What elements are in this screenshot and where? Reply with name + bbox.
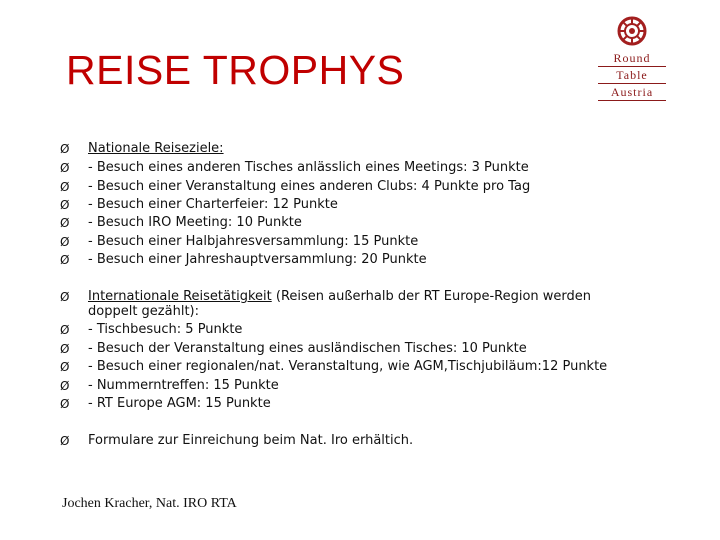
round-table-logo <box>598 16 666 116</box>
arrow-bullet-icon: Ø <box>60 235 70 249</box>
list-item-text: - Besuch der Veranstaltung eines ausländischen Tisches: 10 Punkte <box>88 341 527 356</box>
heading-underlined: Internationale Reisetätigkeit <box>88 289 272 304</box>
list-item-text: - Besuch einer regionalen/nat. Veranstaltung, wie AGM,Tischjubiläum:12 Punkte <box>88 359 608 374</box>
logo-word-table: Table <box>598 67 666 84</box>
arrow-bullet-icon: Ø <box>60 434 70 448</box>
list-item-text: - Besuch IRO Meeting: 10 Punkte <box>88 215 302 230</box>
list-item-text: - Besuch einer Veranstaltung eines anderen Clubs: 4 Punkte pro Tag <box>88 179 531 194</box>
arrow-bullet-icon: Ø <box>60 161 70 175</box>
heading-rest: (Reisen außerhalb der RT Europe-Region werden <box>271 289 592 304</box>
section-heading-national: Nationale Reiseziele: <box>88 141 224 156</box>
arrow-bullet-icon: Ø <box>60 180 70 194</box>
wheel-icon <box>617 16 647 46</box>
list-item-text: - Besuch einer Charterfeier: 12 Punkte <box>88 197 338 212</box>
logo-word-round: Round <box>598 50 666 67</box>
list-item-text: - Nummerntreffen: 15 Punkte <box>88 378 279 393</box>
footer-author: Jochen Kracher, Nat. IRO RTA <box>62 496 237 511</box>
arrow-bullet-icon: Ø <box>60 290 70 304</box>
arrow-bullet-icon: Ø <box>60 397 70 411</box>
list-item-text: - Besuch einer Halbjahresversammlung: 15 Punkte <box>88 234 419 249</box>
arrow-bullet-icon: Ø <box>60 323 70 337</box>
list-item-text: - Tischbesuch: 5 Punkte <box>88 322 243 337</box>
arrow-bullet-icon: Ø <box>60 253 70 267</box>
list-item-text: - RT Europe AGM: 15 Punkte <box>88 396 271 411</box>
arrow-bullet-icon: Ø <box>60 142 70 156</box>
heading-continuation: doppelt gezählt): <box>88 304 199 319</box>
forms-note: Formulare zur Einreichung beim Nat. Iro erhältich. <box>88 433 414 448</box>
arrow-bullet-icon: Ø <box>60 198 70 212</box>
list-item-text: - Besuch eines anderen Tisches anlässlich eines Meetings: 3 Punkte <box>88 160 529 175</box>
arrow-bullet-icon: Ø <box>60 360 70 374</box>
slide-title: REISE TROPHYS <box>66 47 405 93</box>
arrow-bullet-icon: Ø <box>60 342 70 356</box>
logo-word-austria: Austria <box>598 84 666 101</box>
arrow-bullet-icon: Ø <box>60 379 70 393</box>
list-item-text: - Besuch einer Jahreshauptversammlung: 20 Punkte <box>88 252 427 267</box>
arrow-bullet-icon: Ø <box>60 216 70 230</box>
